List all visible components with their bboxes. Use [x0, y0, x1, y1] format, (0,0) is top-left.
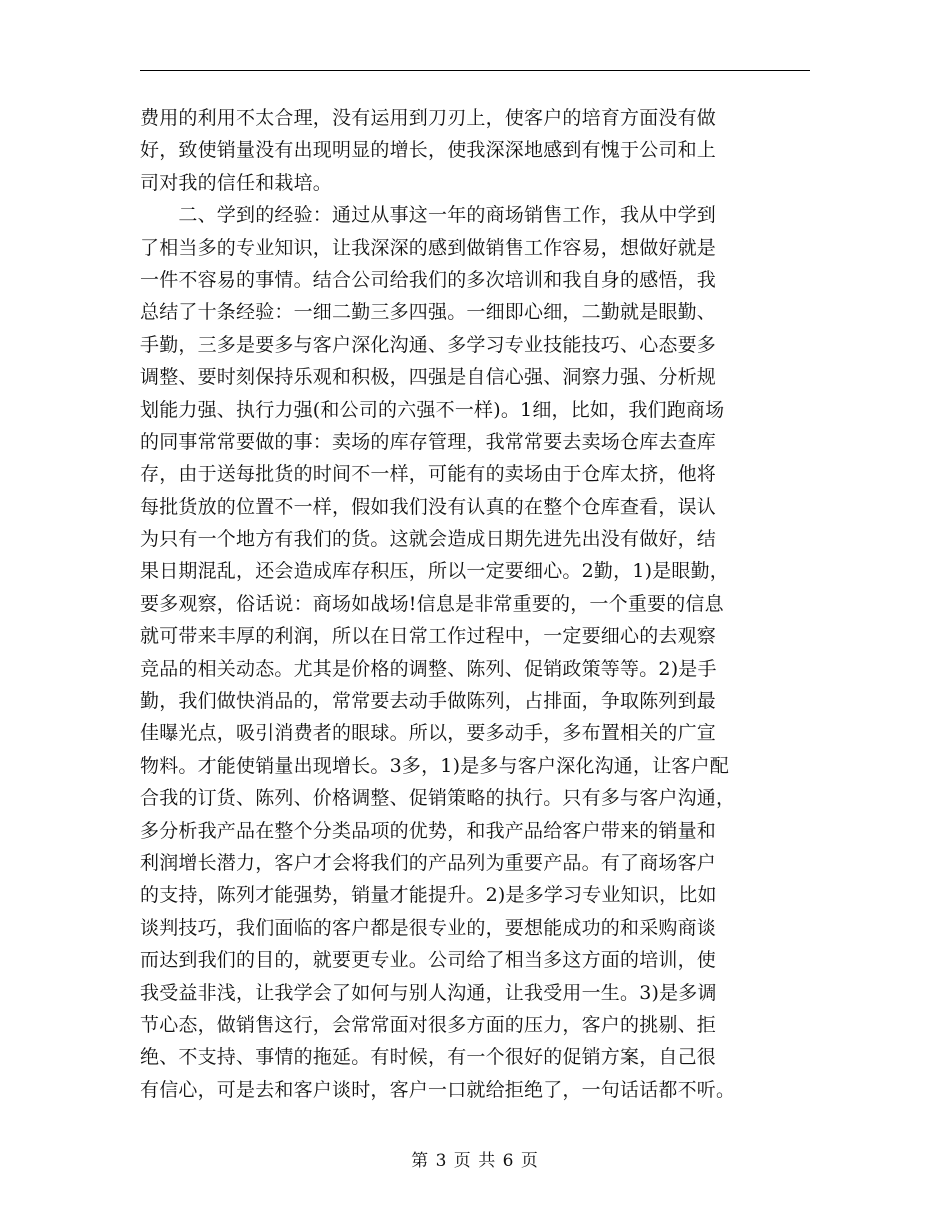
text-line: 多分析我产品在整个分类品项的优势，和我产品给客户带来的销量和: [140, 819, 717, 842]
text-line: 果日期混乱，还会造成库存积压，所以一定要细心。2勤，1)是眼勤，: [140, 560, 729, 583]
header-rule: [140, 70, 810, 71]
text-line: 佳曝光点，吸引消费者的眼球。所以，要多动手，多布置相关的广宣: [140, 722, 717, 745]
text-line: 司对我的信任和栽培。: [140, 171, 333, 194]
text-line: 存，由于送每批货的时间不一样，可能有的卖场由于仓库太挤，他将: [140, 463, 717, 486]
page-number-footer: 第 3 页 共 6 页: [411, 1151, 539, 1171]
text-line: 合我的订货、陈列、价格调整、促销策略的执行。只有多与客户沟通，: [140, 787, 736, 810]
text-line: 一件不容易的事情。结合公司给我们的多次培训和我自身的感悟，我: [140, 268, 717, 291]
text-line: 的同事常常要做的事：卖场的库存管理，我常常要去卖场仓库去查库: [140, 430, 717, 453]
text-line: 我受益非浅，让我学会了如何与别人沟通，让我受用一生。3)是多调: [140, 981, 717, 1004]
text-line: 为只有一个地方有我们的货。这就会造成日期先进先出没有做好，结: [140, 528, 717, 551]
text-line: 总结了十条经验：一细二勤三多四强。一细即心细，二勤就是眼勤、: [140, 301, 717, 324]
text-line: 划能力强、执行力强(和公司的六强不一样)。1细，比如，我们跑商场: [140, 398, 725, 421]
text-line: 竞品的相关动态。尤其是价格的调整、陈列、促销政策等等。2)是手: [140, 657, 717, 680]
text-line: 就可带来丰厚的利润，所以在日常工作过程中，一定要细心的去观察: [140, 625, 717, 648]
text-line: 利润增长潜力，客户才会将我们的产品列为重要产品。有了商场客户: [140, 851, 717, 874]
text-line: 了相当多的专业知识，让我深深的感到做销售工作容易，想做好就是: [140, 236, 717, 259]
text-line: 物料。才能使销量出现增长。3多，1)是多与客户深化沟通，让客户配: [140, 754, 729, 777]
text-line: 调整、要时刻保持乐观和积极，四强是自信心强、洞察力强、分析规: [140, 366, 717, 389]
text-line: 谈判技巧，我们面临的客户都是很专业的，要想能成功的和采购商谈: [140, 916, 717, 939]
text-line: 节心态，做销售这行，会常常面对很多方面的压力，客户的挑剔、拒: [140, 1013, 717, 1036]
body-text: [140, 102, 820, 1106]
text-line: 的支持，陈列才能强势，销量才能提升。2)是多学习专业知识，比如: [140, 884, 717, 907]
text-line: 好，致使销量没有出现明显的增长，使我深深地感到有愧于公司和上: [140, 139, 717, 162]
text-line: 绝、不支持、事情的拖延。有时候，有一个很好的促销方案，自己很: [140, 1046, 717, 1069]
text-line: 要多观察，俗话说：商场如战场!信息是非常重要的，一个重要的信息: [140, 592, 724, 615]
text-line: 每批货放的位置不一样，假如我们没有认真的在整个仓库查看，误认: [140, 495, 717, 518]
text-line: 而达到我们的目的，就要更专业。公司给了相当多这方面的培训，使: [140, 949, 717, 972]
text-line: 手勤，三多是要多与客户深化沟通、多学习专业技能技巧、心态要多: [140, 333, 717, 356]
text-line: 有信心，可是去和客户谈时，客户一口就给拒绝了，一句话话都不听。: [140, 1078, 736, 1101]
text-line: 勤，我们做快消品的，常常要去动手做陈列，占排面，争取陈列到最: [140, 690, 717, 713]
text-line: 费用的利用不太合理，没有运用到刀刃上，使客户的培育方面没有做: [140, 107, 717, 129]
text-line: 二、学到的经验：通过从事这一年的商场销售工作，我从中学到: [140, 204, 717, 227]
